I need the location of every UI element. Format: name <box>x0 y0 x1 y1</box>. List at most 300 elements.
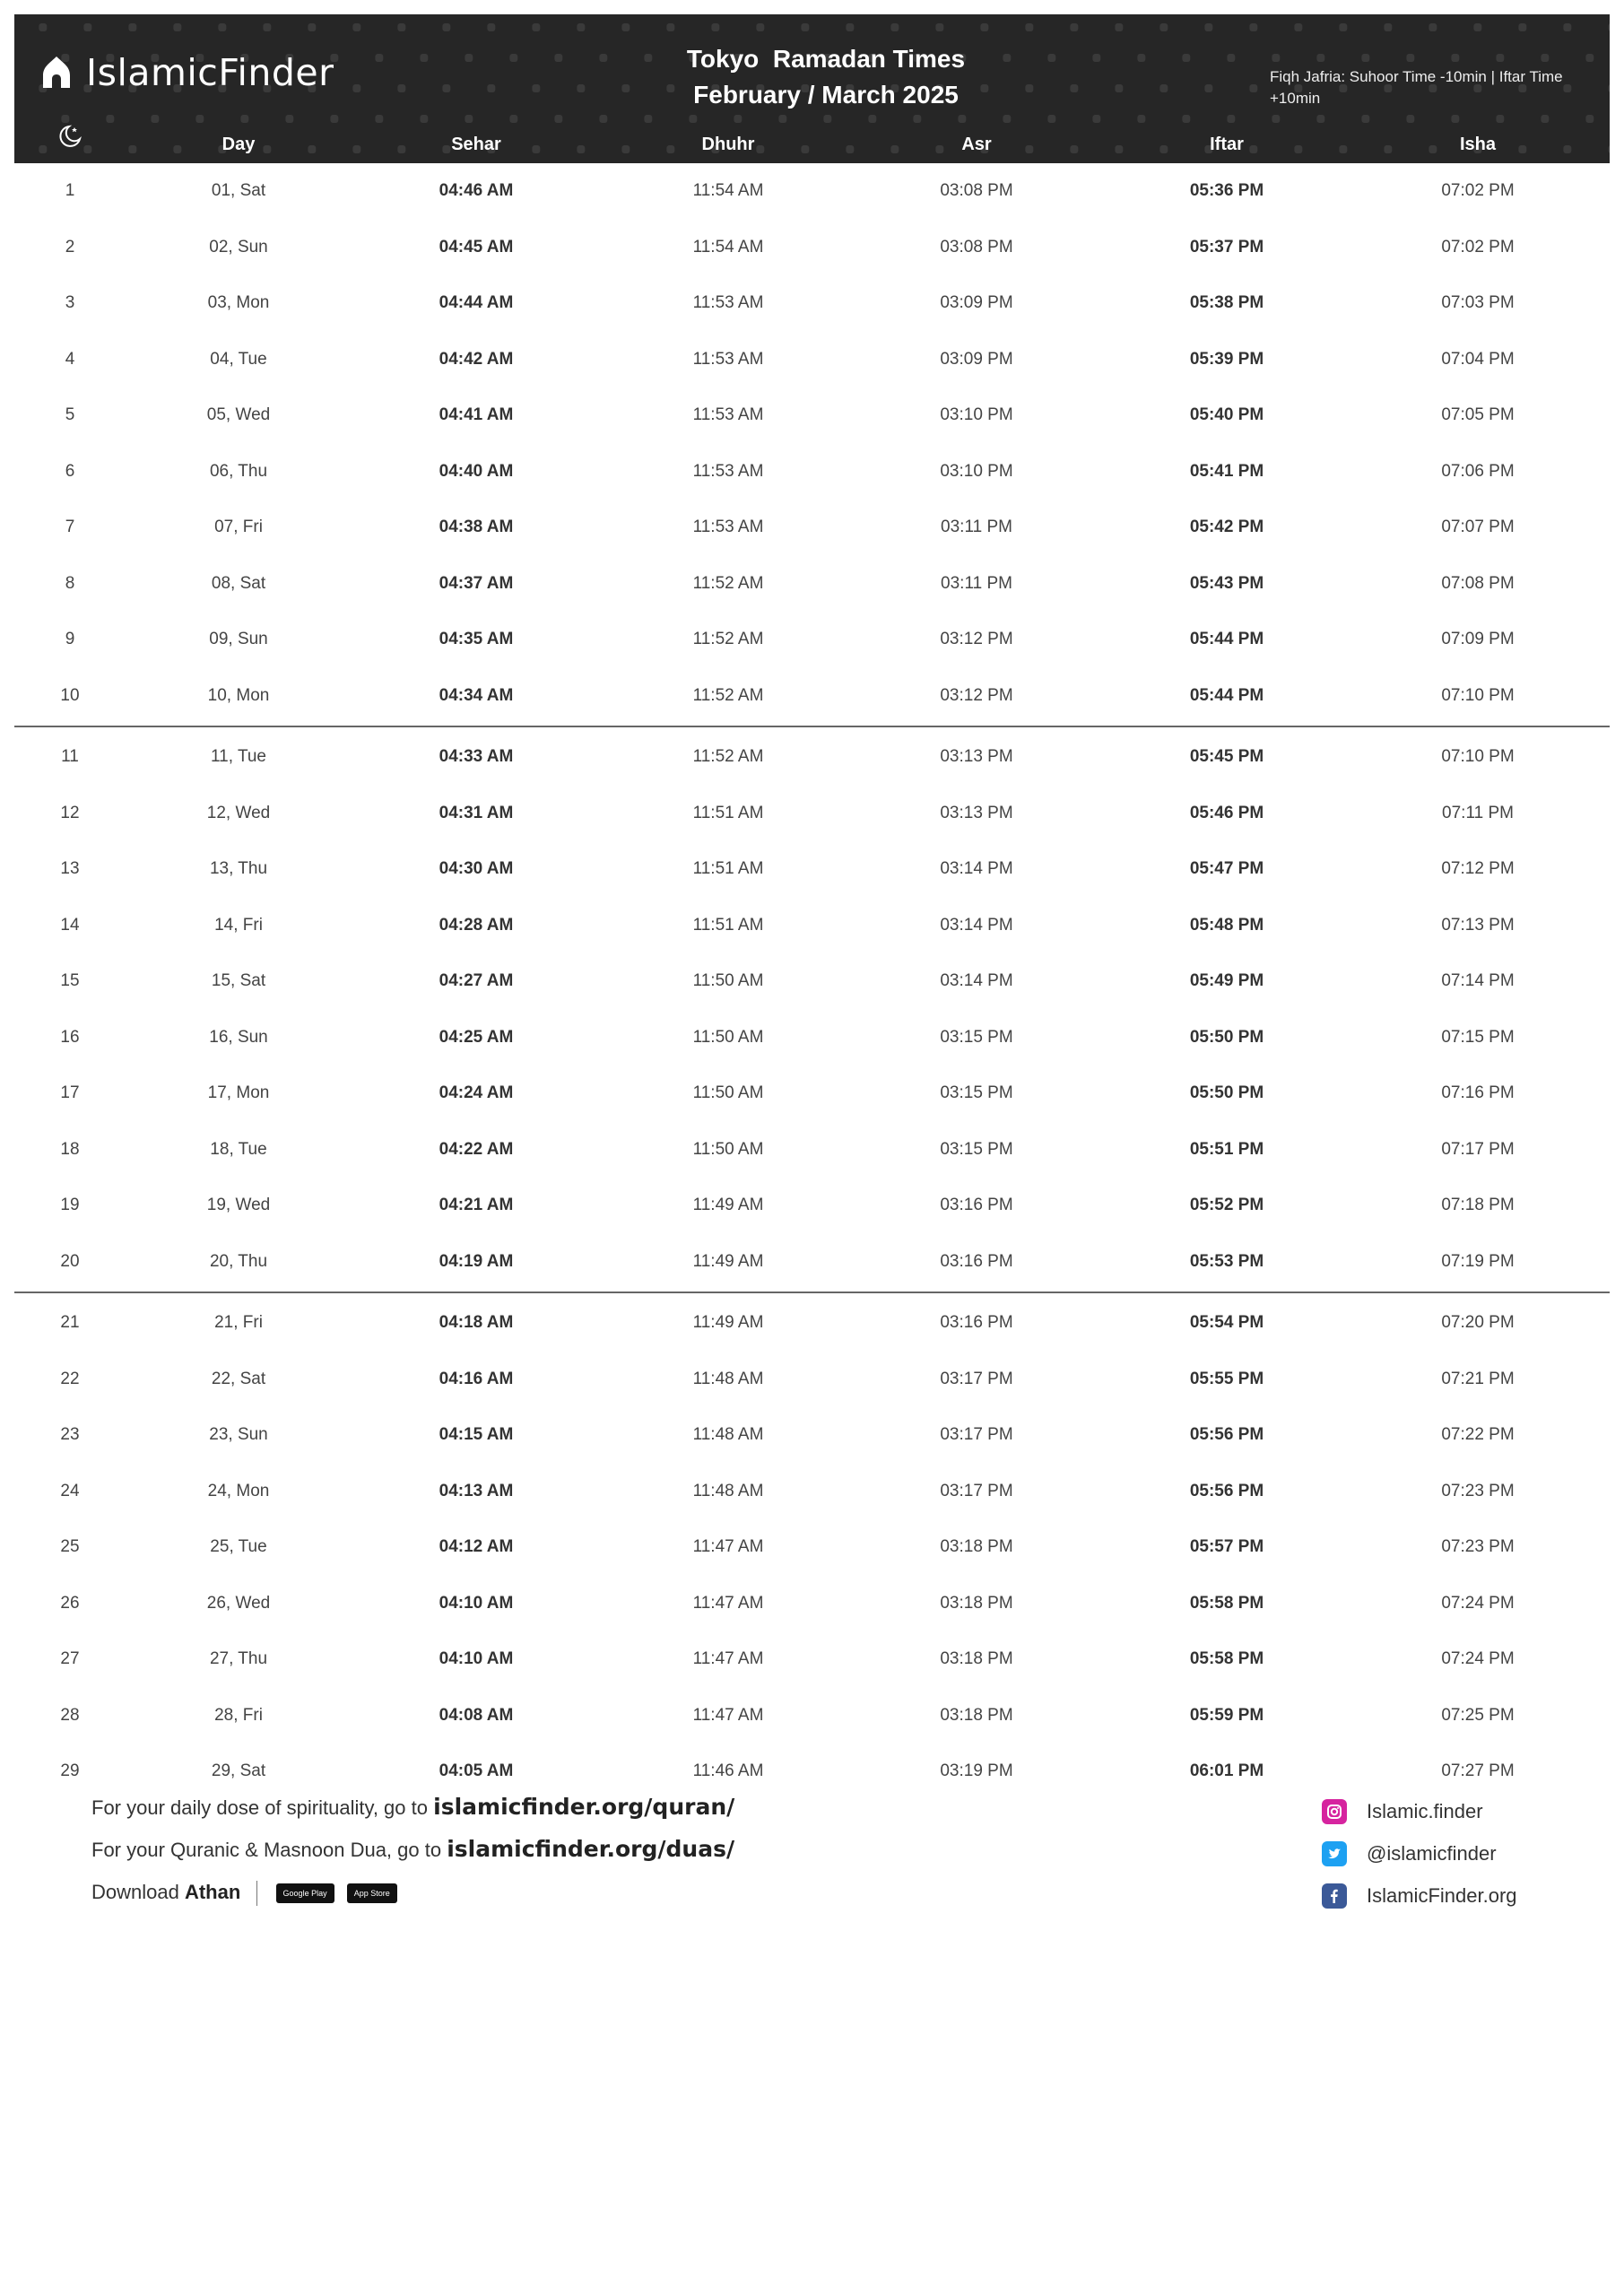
dua-prefix: For your Quranic & Masnoon Dua, go to <box>91 1839 442 1861</box>
cell-iftar: 05:38 PM <box>1189 293 1264 312</box>
pattern-dot <box>218 23 226 31</box>
cell-day: 28, Fri <box>214 1705 263 1725</box>
cell-day: 29, Sat <box>211 1761 266 1780</box>
cell-number: 27 <box>60 1649 80 1668</box>
cell-sehar: 04:10 AM <box>439 1649 514 1668</box>
cell-sehar: 04:25 AM <box>439 1027 514 1047</box>
pattern-dot <box>756 23 764 31</box>
cell-number: 5 <box>65 405 75 424</box>
cell-day: 10, Mon <box>207 685 270 705</box>
cell-dhuhr: 11:48 AM <box>692 1425 764 1444</box>
page-title <box>579 41 1073 113</box>
cell-iftar: 05:50 PM <box>1189 1083 1264 1102</box>
cell-iftar: 05:46 PM <box>1189 803 1264 822</box>
cell-iftar: 05:50 PM <box>1189 1027 1264 1047</box>
cell-asr: 03:16 PM <box>940 1196 1013 1214</box>
table-row <box>14 163 1610 220</box>
cell-asr: 03:10 PM <box>940 461 1013 481</box>
pattern-dot <box>1025 145 1033 153</box>
cell-number: 25 <box>60 1537 80 1556</box>
pattern-dot <box>1047 115 1055 123</box>
cell-day: 06, Thu <box>209 461 268 481</box>
col-header-asr: Asr <box>961 134 992 154</box>
pattern-dot <box>487 84 495 92</box>
cell-sehar: 04:41 AM <box>439 405 514 424</box>
cell-sehar: 04:12 AM <box>439 1537 514 1556</box>
pattern-dot <box>890 23 899 31</box>
pattern-dot <box>1608 84 1610 92</box>
pattern-dot <box>532 84 540 92</box>
pattern-dot <box>442 145 450 153</box>
pattern-dot <box>599 115 607 123</box>
pattern-dot <box>644 115 652 123</box>
pattern-dot <box>958 115 966 123</box>
pattern-dot <box>1070 23 1078 31</box>
cell-asr: 03:17 PM <box>940 1481 1013 1500</box>
cell-number: 22 <box>60 1369 80 1388</box>
pattern-dot <box>1541 115 1549 123</box>
pattern-dot <box>173 145 181 153</box>
cell-iftar: 05:44 PM <box>1189 685 1264 705</box>
pattern-dot <box>1115 145 1123 153</box>
pattern-dot <box>83 23 91 31</box>
dua-line <box>91 1836 734 1862</box>
pattern-dot <box>1294 145 1302 153</box>
cell-sehar: 04:18 AM <box>439 1313 514 1332</box>
cell-number: 9 <box>65 630 75 648</box>
cell-iftar: 05:36 PM <box>1189 181 1264 200</box>
cell-isha: 07:13 PM <box>1441 915 1515 935</box>
pattern-dot <box>397 145 405 153</box>
facebook-link[interactable] <box>1322 1878 1517 1914</box>
cell-iftar: 05:58 PM <box>1189 1649 1264 1668</box>
pattern-dot <box>1361 54 1369 62</box>
cell-number: 19 <box>60 1196 80 1214</box>
pattern-dot <box>1608 23 1610 31</box>
cell-number: 28 <box>60 1705 80 1725</box>
pattern-dot <box>532 145 540 153</box>
instagram-link[interactable] <box>1322 1794 1483 1830</box>
pattern-dot <box>1496 115 1504 123</box>
pattern-dot <box>1092 115 1100 123</box>
cell-asr: 03:18 PM <box>940 1649 1013 1668</box>
cell-asr: 03:10 PM <box>940 405 1013 424</box>
pattern-dot <box>980 23 988 31</box>
pattern-dot <box>352 145 360 153</box>
pattern-dot <box>1384 23 1392 31</box>
cell-day: 27, Thu <box>209 1649 268 1668</box>
cell-isha: 07:19 PM <box>1441 1251 1515 1271</box>
cell-isha: 07:24 PM <box>1441 1593 1515 1613</box>
cell-number: 8 <box>65 573 75 593</box>
cell-asr: 03:18 PM <box>940 1537 1013 1556</box>
pattern-dot <box>83 145 91 153</box>
cell-iftar: 05:39 PM <box>1189 349 1264 369</box>
cell-sehar: 04:21 AM <box>439 1196 514 1214</box>
cell-number: 2 <box>65 237 75 257</box>
pattern-dot <box>1518 145 1526 153</box>
pattern-dot <box>756 145 764 153</box>
col-header-isha: Isha <box>1459 134 1497 154</box>
table-row <box>14 1519 1610 1576</box>
cell-sehar: 04:34 AM <box>439 685 514 705</box>
pattern-dot <box>1115 84 1123 92</box>
pattern-dot <box>1518 23 1526 31</box>
app-store-button[interactable]: App Store <box>347 1883 397 1903</box>
cell-number: 29 <box>60 1761 80 1780</box>
cell-iftar: 05:42 PM <box>1189 517 1264 536</box>
cell-day: 04, Tue <box>210 349 267 369</box>
pattern-dot <box>1227 115 1235 123</box>
cell-day: 14, Fri <box>214 915 263 935</box>
cell-sehar: 04:44 AM <box>439 293 514 312</box>
col-header-sehar: Sehar <box>451 134 501 154</box>
cell-dhuhr: 11:48 AM <box>692 1481 764 1500</box>
cell-asr: 03:18 PM <box>940 1705 1013 1725</box>
cell-asr: 03:19 PM <box>940 1761 1013 1780</box>
cell-number: 24 <box>60 1481 80 1500</box>
pattern-dot <box>1316 54 1324 62</box>
google-play-button[interactable]: Google Play <box>276 1883 334 1903</box>
cell-isha: 07:09 PM <box>1441 630 1515 648</box>
cell-iftar: 05:52 PM <box>1189 1196 1264 1214</box>
cell-sehar: 04:24 AM <box>439 1083 514 1102</box>
crescent-moon-icon <box>57 124 83 149</box>
cell-dhuhr: 11:53 AM <box>692 405 764 424</box>
pattern-dot <box>240 115 248 123</box>
twitter-icon <box>1322 1841 1347 1866</box>
cell-sehar: 04:27 AM <box>439 971 514 990</box>
cell-iftar: 05:45 PM <box>1189 747 1264 766</box>
fiqh-note: Fiqh Jafria: Suhoor Time -10min | Iftar Time +10min <box>1270 68 1563 107</box>
cell-dhuhr: 11:51 AM <box>692 915 764 935</box>
cell-day: 12, Wed <box>206 803 271 822</box>
cell-asr: 03:14 PM <box>940 859 1013 878</box>
cell-number: 21 <box>60 1313 80 1332</box>
cell-iftar: 06:01 PM <box>1189 1761 1264 1780</box>
cell-asr: 03:18 PM <box>940 1593 1013 1613</box>
pattern-dot <box>666 23 674 31</box>
pattern-dot <box>106 115 114 123</box>
cell-isha: 07:27 PM <box>1441 1761 1515 1780</box>
download-prefix: Download <box>91 1881 179 1903</box>
pattern-dot <box>397 84 405 92</box>
pattern-dot <box>1429 23 1437 31</box>
table-row <box>14 1407 1610 1464</box>
pattern-dot <box>846 145 854 153</box>
pattern-dot <box>1272 54 1280 62</box>
cell-sehar: 04:40 AM <box>439 461 514 481</box>
table-row <box>14 1178 1610 1234</box>
cell-number: 12 <box>60 803 80 822</box>
pattern-dot <box>621 145 630 153</box>
cell-asr: 03:13 PM <box>940 747 1013 766</box>
pattern-dot <box>397 23 405 31</box>
cell-asr: 03:17 PM <box>940 1425 1013 1444</box>
pattern-dot <box>442 23 450 31</box>
pattern-dot <box>711 23 719 31</box>
ramadan-timetable <box>14 163 1610 1800</box>
cell-sehar: 04:35 AM <box>439 630 514 648</box>
cell-asr: 03:15 PM <box>940 1139 1013 1159</box>
pattern-dot <box>308 145 316 153</box>
dua-link[interactable]: islamicfinder.org/duas/ <box>447 1836 735 1862</box>
pattern-dot <box>621 23 630 31</box>
cell-sehar: 04:38 AM <box>439 517 514 536</box>
pattern-dot <box>1182 54 1190 62</box>
cell-day: 17, Mon <box>207 1083 270 1102</box>
pattern-dot <box>1406 54 1414 62</box>
title-month: February / March 2025 <box>693 81 959 109</box>
quran-line <box>91 1794 734 1820</box>
cell-iftar: 05:48 PM <box>1189 915 1264 935</box>
cell-isha: 07:07 PM <box>1441 517 1515 536</box>
pattern-dot <box>1159 84 1168 92</box>
cell-day: 19, Wed <box>206 1196 271 1214</box>
pattern-dot <box>1025 23 1033 31</box>
pattern-dot <box>487 23 495 31</box>
cell-day: 23, Sun <box>209 1425 268 1444</box>
table-row <box>14 1234 1610 1291</box>
cell-isha: 07:24 PM <box>1441 1649 1515 1668</box>
pattern-dot <box>1585 115 1594 123</box>
pattern-dot <box>173 23 181 31</box>
cell-day: 03, Mon <box>207 293 270 312</box>
cell-day: 05, Wed <box>206 405 271 424</box>
cell-dhuhr: 11:54 AM <box>692 237 764 257</box>
pattern-dot <box>1361 115 1369 123</box>
cell-iftar: 05:59 PM <box>1189 1705 1264 1725</box>
cell-sehar: 04:15 AM <box>439 1425 514 1444</box>
cell-asr: 03:12 PM <box>940 630 1013 648</box>
table-row <box>14 1744 1610 1800</box>
cell-asr: 03:13 PM <box>940 803 1013 822</box>
pattern-dot <box>778 115 786 123</box>
pattern-dot <box>1115 23 1123 31</box>
pattern-dot <box>868 115 876 123</box>
cell-isha: 07:16 PM <box>1441 1083 1515 1102</box>
pattern-dot <box>330 115 338 123</box>
download-line <box>91 1881 397 1906</box>
table-row <box>14 1576 1610 1632</box>
twitter-handle: @islamicfinder <box>1367 1842 1497 1865</box>
cell-number: 18 <box>60 1139 80 1159</box>
cell-iftar: 05:56 PM <box>1189 1481 1264 1500</box>
cell-sehar: 04:13 AM <box>439 1481 514 1500</box>
pattern-dot <box>263 145 271 153</box>
pattern-dot <box>801 145 809 153</box>
cell-dhuhr: 11:46 AM <box>692 1761 764 1780</box>
pattern-dot <box>465 115 473 123</box>
table-row <box>14 841 1610 898</box>
pattern-dot <box>801 23 809 31</box>
pattern-dot <box>1585 54 1594 62</box>
cell-dhuhr: 11:52 AM <box>692 685 764 705</box>
pattern-dot <box>420 54 428 62</box>
cell-number: 16 <box>60 1027 80 1047</box>
pattern-dot <box>1339 23 1347 31</box>
cell-dhuhr: 11:47 AM <box>692 1593 764 1613</box>
cell-iftar: 05:47 PM <box>1189 859 1264 878</box>
pattern-dot <box>1249 23 1257 31</box>
pattern-dot <box>39 145 47 153</box>
cell-isha: 07:04 PM <box>1441 349 1515 369</box>
pattern-dot <box>554 115 562 123</box>
pattern-dot <box>1563 23 1571 31</box>
pattern-dot <box>1406 115 1414 123</box>
cell-asr: 03:14 PM <box>940 971 1013 990</box>
cell-day: 22, Sat <box>211 1369 266 1388</box>
pattern-dot <box>465 54 473 62</box>
pattern-dot <box>890 145 899 153</box>
quran-link[interactable]: islamicfinder.org/quran/ <box>433 1794 735 1820</box>
cell-isha: 07:23 PM <box>1441 1481 1515 1500</box>
mosque-icon <box>38 54 75 91</box>
pattern-dot <box>1227 54 1235 62</box>
cell-asr: 03:08 PM <box>940 181 1013 200</box>
cell-number: 26 <box>60 1593 80 1613</box>
cell-number: 7 <box>65 517 75 536</box>
pattern-dot <box>285 115 293 123</box>
cell-number: 17 <box>60 1083 80 1102</box>
quran-prefix: For your daily dose of spirituality, go to <box>91 1796 428 1819</box>
pattern-dot <box>1003 115 1011 123</box>
cell-number: 1 <box>65 181 75 200</box>
cell-dhuhr: 11:50 AM <box>692 971 764 990</box>
cell-sehar: 04:05 AM <box>439 1761 514 1780</box>
brand-name: IslamicFinder <box>86 51 334 94</box>
cell-dhuhr: 11:50 AM <box>692 1027 764 1047</box>
cell-dhuhr: 11:50 AM <box>692 1139 764 1159</box>
pattern-dot <box>1070 145 1078 153</box>
cell-number: 3 <box>65 293 75 312</box>
pattern-dot <box>1608 145 1610 153</box>
cell-isha: 07:18 PM <box>1441 1196 1515 1214</box>
pattern-dot <box>1159 145 1168 153</box>
pattern-dot <box>1451 115 1459 123</box>
pattern-dot <box>263 23 271 31</box>
pattern-dot <box>1182 115 1190 123</box>
pattern-dot <box>509 115 517 123</box>
pattern-dot <box>734 115 742 123</box>
table-row <box>14 953 1610 1010</box>
cell-sehar: 04:46 AM <box>439 181 514 200</box>
pattern-dot <box>913 115 921 123</box>
cell-day: 24, Mon <box>207 1481 270 1500</box>
cell-dhuhr: 11:53 AM <box>692 461 764 481</box>
table-row <box>14 729 1610 786</box>
cell-day: 08, Sat <box>211 573 266 593</box>
pattern-dot <box>375 54 383 62</box>
title-city: Tokyo Ramadan Times <box>686 45 966 73</box>
download-app-name: Athan <box>184 1881 241 1903</box>
cell-isha: 07:15 PM <box>1441 1027 1515 1047</box>
cell-asr: 03:14 PM <box>940 915 1013 935</box>
cell-asr: 03:11 PM <box>941 573 1012 593</box>
cell-iftar: 05:56 PM <box>1189 1425 1264 1444</box>
brand-logo[interactable] <box>38 41 334 104</box>
cell-sehar: 04:19 AM <box>439 1251 514 1271</box>
table-row <box>14 1464 1610 1520</box>
cell-iftar: 05:54 PM <box>1189 1313 1264 1332</box>
table-row <box>14 1352 1610 1408</box>
cell-isha: 07:11 PM <box>1442 803 1514 822</box>
cell-day: 07, Fri <box>214 517 263 536</box>
table-row <box>14 500 1610 556</box>
cell-day: 15, Sat <box>211 971 266 990</box>
pattern-dot <box>375 115 383 123</box>
table-row <box>14 1688 1610 1744</box>
pattern-dot <box>1429 145 1437 153</box>
table-row <box>14 786 1610 842</box>
table-row <box>14 1122 1610 1178</box>
cell-iftar: 05:44 PM <box>1189 630 1264 648</box>
instagram-icon <box>1322 1799 1347 1824</box>
table-row <box>14 275 1610 332</box>
cell-number: 15 <box>60 971 80 990</box>
pattern-dot <box>1541 54 1549 62</box>
cell-dhuhr: 11:54 AM <box>692 181 764 200</box>
table-row <box>14 444 1610 500</box>
cell-sehar: 04:45 AM <box>439 237 514 257</box>
cell-dhuhr: 11:49 AM <box>692 1251 764 1271</box>
pattern-dot <box>1249 84 1257 92</box>
pattern-dot <box>666 145 674 153</box>
pattern-dot <box>195 115 204 123</box>
cell-day: 01, Sat <box>211 181 266 200</box>
cell-asr: 03:15 PM <box>940 1083 1013 1102</box>
cell-sehar: 04:31 AM <box>439 803 514 822</box>
pattern-dot <box>442 84 450 92</box>
pattern-dot <box>420 115 428 123</box>
cell-isha: 07:02 PM <box>1441 181 1515 200</box>
pattern-dot <box>1294 23 1302 31</box>
cell-dhuhr: 11:52 AM <box>692 747 764 766</box>
cell-asr: 03:09 PM <box>940 293 1013 312</box>
table-row <box>14 1295 1610 1352</box>
cell-iftar: 05:51 PM <box>1189 1139 1264 1159</box>
twitter-link[interactable] <box>1322 1836 1497 1872</box>
cell-dhuhr: 11:47 AM <box>692 1649 764 1668</box>
pattern-dot <box>689 115 697 123</box>
cell-iftar: 05:57 PM <box>1189 1537 1264 1556</box>
cell-iftar: 05:58 PM <box>1189 1593 1264 1613</box>
cell-dhuhr: 11:52 AM <box>692 573 764 593</box>
cell-number: 4 <box>65 349 75 369</box>
pattern-dot <box>554 54 562 62</box>
cell-dhuhr: 11:53 AM <box>692 517 764 536</box>
table-row <box>14 1631 1610 1688</box>
cell-dhuhr: 11:48 AM <box>692 1369 764 1388</box>
pattern-dot <box>1137 115 1145 123</box>
pattern-dot <box>128 145 136 153</box>
table-row <box>14 1065 1610 1122</box>
pattern-dot <box>1249 145 1257 153</box>
cell-dhuhr: 11:53 AM <box>692 349 764 369</box>
cell-sehar: 04:42 AM <box>439 349 514 369</box>
cell-isha: 07:23 PM <box>1441 1537 1515 1556</box>
table-row <box>14 220 1610 276</box>
pattern-dot <box>577 145 585 153</box>
cell-isha: 07:21 PM <box>1441 1369 1515 1388</box>
cell-dhuhr: 11:50 AM <box>692 1083 764 1102</box>
pattern-dot <box>1339 145 1347 153</box>
cell-iftar: 05:40 PM <box>1189 405 1264 424</box>
pattern-dot <box>1496 54 1504 62</box>
pattern-dot <box>1272 115 1280 123</box>
col-header-day: Day <box>221 134 256 154</box>
cell-isha: 07:02 PM <box>1441 237 1515 257</box>
